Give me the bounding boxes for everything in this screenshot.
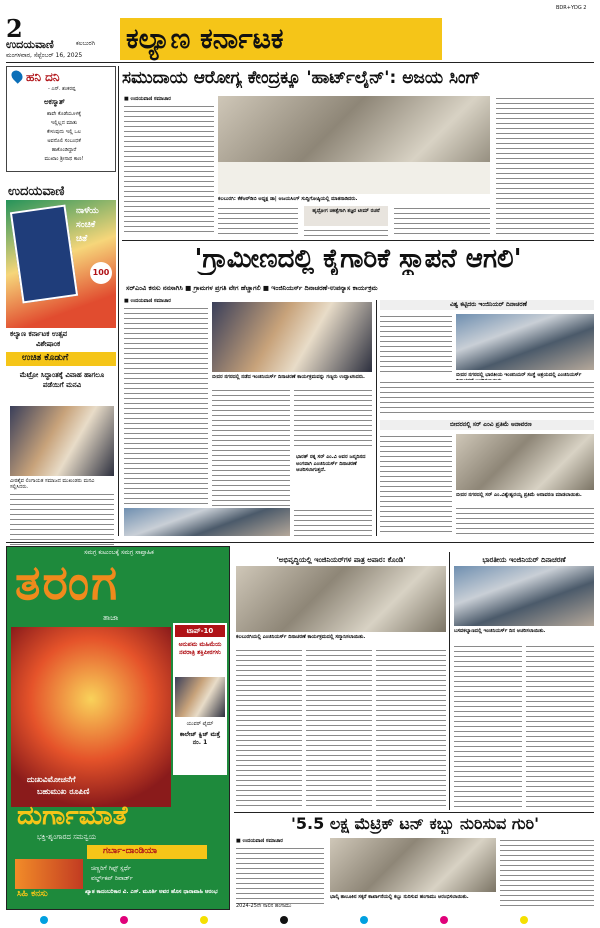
ad-kids: ಚಿಣ್ಣರಿಗೆ ಗಿಫ್ಟ್‌ ಸ್ಪರ್ಧೆ: [91, 865, 131, 872]
reg-dot: [520, 916, 528, 924]
lead-col-1: [124, 104, 214, 234]
right-heading-1: ವಿಶ್ವ ಕಟ್ಟಿದರು ಇಂಜಿನಿಯರ್ ದಿನಾಚರಣೆ: [450, 301, 527, 308]
poem-line: ಅವನೊಲಿ ಸಂಬಂಧಕೆ: [47, 138, 81, 144]
poem-lines: [14, 110, 114, 164]
mid-photo-right: [454, 566, 594, 626]
story2-byline: ■ ಉದಯವಾಣಿ ಸಮಾಚಾರ: [124, 298, 171, 304]
story2-photo: [212, 302, 372, 372]
story2-col-3: [294, 388, 372, 450]
right-caption-2: ಬೀದರ ನಗರದಲ್ಲಿ ಸರ್ ಎಂ.ವಿಶ್ವೇಶ್ವರಯ್ಯ ಪ್ರತಿಮೆ ಅನಾವರಣ ಮಾಡಲಾಯಿತು.: [456, 492, 582, 498]
mid-col-5: [526, 644, 594, 808]
ad-top-text: ಅನುಪಮ ಮಹಿಮೆಯ ನವರಾತ್ರಿ ಶಕ್ತಿಪೀಠಗಳು: [178, 641, 222, 656]
bottom-byline: ■ ಉದಯವಾಣಿ ಸಮಾಚಾರ: [236, 838, 283, 844]
story2-photo-caption: ಬೀದರ ನಗರದಲ್ಲಿ ನಡೆದ ಇಂಜಿನಿಯರ್ಸ್ ದಿನಾಚರಣೆ ಕಾರ್ಯಕ್ರಮವನ್ನು ಗಣ್ಯರು ಉದ್ಘಾಟಿಸಿದರು.: [212, 374, 365, 380]
side-caption: ವೀರಶೈವ ಲಿಂಗಾಯತ ಸಮಾಜದ ಮುಖಂಡರು ಮನವಿ ಸಲ್ಲಿಸಿದರು.: [10, 478, 95, 490]
poem-line: ಶಾವೇ ಕೊಡೆಯೂಳಕ್ಕೆ: [47, 111, 81, 117]
story2-col-4: [294, 508, 372, 536]
ad-kids-label: ಸಿಹಿ ಕನಸು: [17, 889, 48, 899]
ad-kids2: ವರ್ಲ್ಡ್‌ಕಪ್ ರಿವಾರ್ಡ್: [91, 875, 133, 882]
lead-photo-table: [218, 162, 490, 194]
mid-divider: [449, 552, 450, 810]
mid-col-3: [376, 648, 446, 808]
reg-dot: [280, 916, 288, 924]
header-rule: [6, 62, 594, 63]
hanidani-title: ಹನಿ ದನಿ: [26, 70, 60, 84]
ad-edition-label: ತಾಜಾ: [103, 613, 119, 622]
bottom-col-3: [500, 838, 594, 908]
bottom-photo: [330, 838, 496, 892]
reg-dot: [440, 916, 448, 924]
promo-word: ನಾಳೆಯ: [76, 206, 99, 216]
registration-marks: [0, 912, 600, 928]
bottom-year-text: 2024-25ನೇ ಸಾಲಿನ ಹಂಗಾಮು: [236, 903, 292, 909]
ad-cover-line2: ಬಹುಮುಖ ರೂಪಿಣಿ: [37, 787, 90, 796]
ad-kids-photo: [15, 859, 83, 889]
mid-caption-left: ಕಲಬುರಗಿಯಲ್ಲಿ ಎಂಜಿನಿಯರ್ಸ್ ದಿನಾಚರಣೆ ಕಾರ್ಯಕ್ರಮದಲ್ಲಿ ಸನ್ಮಾನಿಸಲಾಯಿತು.: [236, 634, 366, 640]
corner-code: BDR+YDG 2: [556, 5, 587, 11]
story2-strapline: ಸರ್‌ಎಂವಿ ಕನಸು ನನಸಾಗಿಸಿ ■ ಗ್ರಾಮಗಳ ಪ್ರಗತಿ ವೇಗ ಹೆಚ್ಚಾಗಲಿ ■ ಇಂಜಿನಿಯರ್ಸ್ ದಿನಾಚರಣೆ-ಉಪನ್ಯಾಸ ಕಾರ್ಯಕ್ರಮ: [126, 284, 378, 292]
lead-photo-caption: ಕಲಬುರಗಿ: ಕೆಕೆಆರ್‌ಡಿಬಿ ಅಧ್ಯಕ್ಷ ಡಾ| ಅಜಯಸಿಂಗ್ ಸುದ್ದಿಗೋಷ್ಠಿಯಲ್ಲಿ ಮಾತನಾಡಿದರು.: [218, 196, 358, 202]
poem-line: ಮುಖಾಂ ಶ್ರೀನಾಥ ಕಾಣ!: [44, 156, 84, 162]
sidebar-divider: [118, 66, 119, 536]
ad-garba: ಗರ್ಬಾ-ದಾಂಡಿಯಾ: [103, 846, 158, 856]
page-header: [0, 0, 600, 62]
section-title: ಕಲ್ಯಾಣ ಕರ್ನಾಟಕ: [126, 22, 284, 55]
paper-name: ಉದಯವಾಣಿ: [6, 38, 54, 51]
story2-quote: ಭಾರತ್ ರತ್ನ ಸರ್ ಎಂ.ವಿ ಅವರ ಜನ್ಮದಿನದ ಅಂಗವಾಗಿ ಎಂಜಿನಿಯರ್ಸ್ ದಿನಾಚರಣೆ ಆಚರಿಸಲಾಗುತ್ತದೆ.: [296, 454, 366, 473]
bottom-col-1: [236, 846, 324, 908]
lead-col-2: [218, 206, 298, 238]
right-caption-1: ಬೀದರ ನಗರದಲ್ಲಿ ಭಾರತೀಯ ಇಂಜಿನಿಯರ್ ಸಂಸ್ಥೆ ಆಶ್ರಯದಲ್ಲಿ ಎಂಜಿನಿಯರ್ಸ್: [456, 372, 582, 378]
edition-name: ಕಲಬುರಗಿ: [76, 40, 96, 47]
right-col-text-1: [380, 314, 452, 374]
right-heading-2: ಬೀದರನಲ್ಲಿ ಸರ್ ಎಂವಿ ಪ್ರತಿಮೆ ಅನಾವರಣ: [450, 421, 532, 428]
left-sidebar: [6, 66, 116, 536]
reg-dot: [360, 916, 368, 924]
ad-tagline: ಸಮಗ್ರ ಕುಟುಂಬಕ್ಕೆ ಸಮಗ್ರ ಸಾಪ್ತಾಹಿಕ: [84, 549, 154, 556]
lead-rule: [122, 240, 594, 241]
free-gift-title: ಉಚಿತ ಕೊಡುಗೆ: [22, 353, 69, 363]
ad-top-badge: ಟಾಪ್-10: [175, 625, 225, 637]
mid-col-2: [306, 648, 372, 808]
right-photo-1: [456, 314, 594, 370]
lead-subhead: ಹೃದ್ರೋಗ ಚಿಕಿತ್ಸೆಗಾಗಿ ತಜ್ಞರ ಟೀಮ್ ರಚನೆ: [312, 208, 380, 214]
lead-headline: ಸಮುದಾಯ ಆರೋಗ್ಯ ಕೇಂದ್ರಕ್ಕೂ 'ಹಾರ್ಟ್‌ಲೈನ್': ಅಜಯ ಸಿಂಗ್: [122, 68, 481, 88]
poem-title: ಅಕಸ್ಮಾತ್: [44, 98, 65, 106]
ad-cover-title: ದುರ್ಗಾಮಾತೆ: [17, 801, 128, 831]
story2-bottom-photo: [124, 508, 290, 536]
reg-dot: [40, 916, 48, 924]
ad-yours: ಯುವರ್ ಟೈಮ್: [186, 721, 214, 727]
side-photo: [10, 406, 114, 476]
promo-brand: ಉದಯವಾಣಿ: [8, 184, 65, 199]
promo-badge: 100: [90, 262, 112, 284]
poem-line: ಹಾಕೊಂಡಿದ್ದಾರೆ: [51, 147, 77, 153]
ad-footer: ಖ್ಯಾತ ಕಾದಂಬರಿಕಾರ ವಿ. ಎಸ್. ಮೂರ್ತಿ ಅವರ ಹೊಸ ಧಾರಾವಾಹಿ ಆರಂಭ: [85, 889, 218, 895]
ad-cover-line1: ದುಃಖವಿಮೋಚನೆಗೆ: [27, 775, 76, 784]
mid-col-4: [454, 644, 522, 808]
lead-col-4: [394, 206, 490, 238]
right-col-divider: [376, 300, 377, 536]
promo-caption2: ವಿಶೇಷಾಂಕ: [36, 340, 61, 348]
promo-word: ಸಂಚಿಕೆ: [76, 220, 96, 230]
mid-heading-left: 'ಅಭಿವೃದ್ಧಿಯಲ್ಲಿ ಇಂಜಿನಿಯರ್‌ಗಳ ಪಾತ್ರ ಅಪಾರ: ಕೊಂಡಿ': [276, 556, 406, 564]
mid-rule: [234, 812, 594, 813]
hanidani-author: - ಎನ್. ಶಂಕರಪ್ಪ: [48, 86, 76, 92]
poem-line: ಕೇಳುವುದು ಇಲ್ಲಿ ಒಲ: [47, 129, 81, 135]
ad-garba-line: ಭಕ್ತಿ-ಶೃಂಗಾರದ ಸಮನ್ವಯ: [37, 833, 97, 841]
poem-line: ಇಲ್ಲಿಲ್ಲದ ಮಾತು: [50, 120, 78, 126]
side-heading: ಮೆಟ್ರೋ ಸಿದ್ಧಾಂತಕ್ಕೆ ವಿವಾಹ ಹಾಗಲೂ ಪಡೆಯಿಗೆ ಮನವಿ: [19, 371, 105, 389]
story2-rule: [6, 542, 594, 543]
mid-col-1: [236, 648, 302, 808]
reg-dot: [120, 916, 128, 924]
story2-col-1: [124, 306, 208, 506]
reg-dot: [200, 916, 208, 924]
bottom-headline: '5.5 ಲಕ್ಷ ಮೆಟ್ರಿಕ್ ಟನ್ ಕಬ್ಬು ನುರಿಸುವ ಗುರಿ': [291, 814, 539, 833]
date-line: ಮಂಗಳವಾರ, ಸೆಪ್ಟೆಂಬರ್ 16, 2025: [6, 52, 83, 59]
promo-caption: ಕಲ್ಯಾಣ ಕರ್ನಾಟಕ ಉತ್ಸವ: [10, 330, 68, 338]
lead-byline: ■ ಉದಯವಾಣಿ ಸಮಾಚಾರ: [124, 96, 171, 102]
ad-masthead: ತರಂಗ: [15, 555, 120, 611]
mid-heading-right: ಭಾರತೀಯ ಇಂಜಿನಿಯರ್ ದಿನಾಚರಣೆ: [482, 556, 566, 564]
story2-headline: 'ಗ್ರಾಮೀಣದಲ್ಲಿ ಕೈಗಾರಿಕೆ ಸ್ಥಾಪನೆ ಆಗಲಿ': [194, 244, 522, 274]
mid-caption-right: ಬಸವಕಲ್ಯಾಣದಲ್ಲಿ ಇಂಜಿನಿಯರ್ಸ್ ದಿನ ಆಚರಿಸಲಾಯಿತು.: [454, 628, 546, 634]
lead-col-3: [304, 228, 388, 238]
mid-photo-left: [236, 566, 446, 632]
right-col-text-3: [380, 434, 452, 534]
right-col-text-4: [456, 506, 594, 534]
story2-col-2: [212, 388, 290, 506]
bottom-photo-caption: ಭಾಲ್ಕಿ ತಾಲೂಕಿನ ಸಕ್ಕರೆ ಕಾರ್ಖಾನೆಯಲ್ಲಿ ಕಬ್ಬು ನುರಿಸುವ ಹಂಗಾಮು ಆರಂಭಿಸಲಾಯಿತು.: [330, 894, 469, 900]
right-photo-2: [456, 434, 594, 490]
ad-quiz: ಕಾಲೇಜ್ ಕ್ವಿಜ್ ಮತ್ತೆ ನಂ. 1: [179, 731, 221, 746]
right-col-text-2: [380, 380, 594, 416]
promo-word: ಚಿತೆ: [76, 234, 88, 244]
lead-col-5: [496, 96, 594, 238]
taranga-ad: [6, 546, 230, 910]
page-number: 2: [6, 14, 23, 43]
ad-temple-photo: [175, 677, 225, 717]
